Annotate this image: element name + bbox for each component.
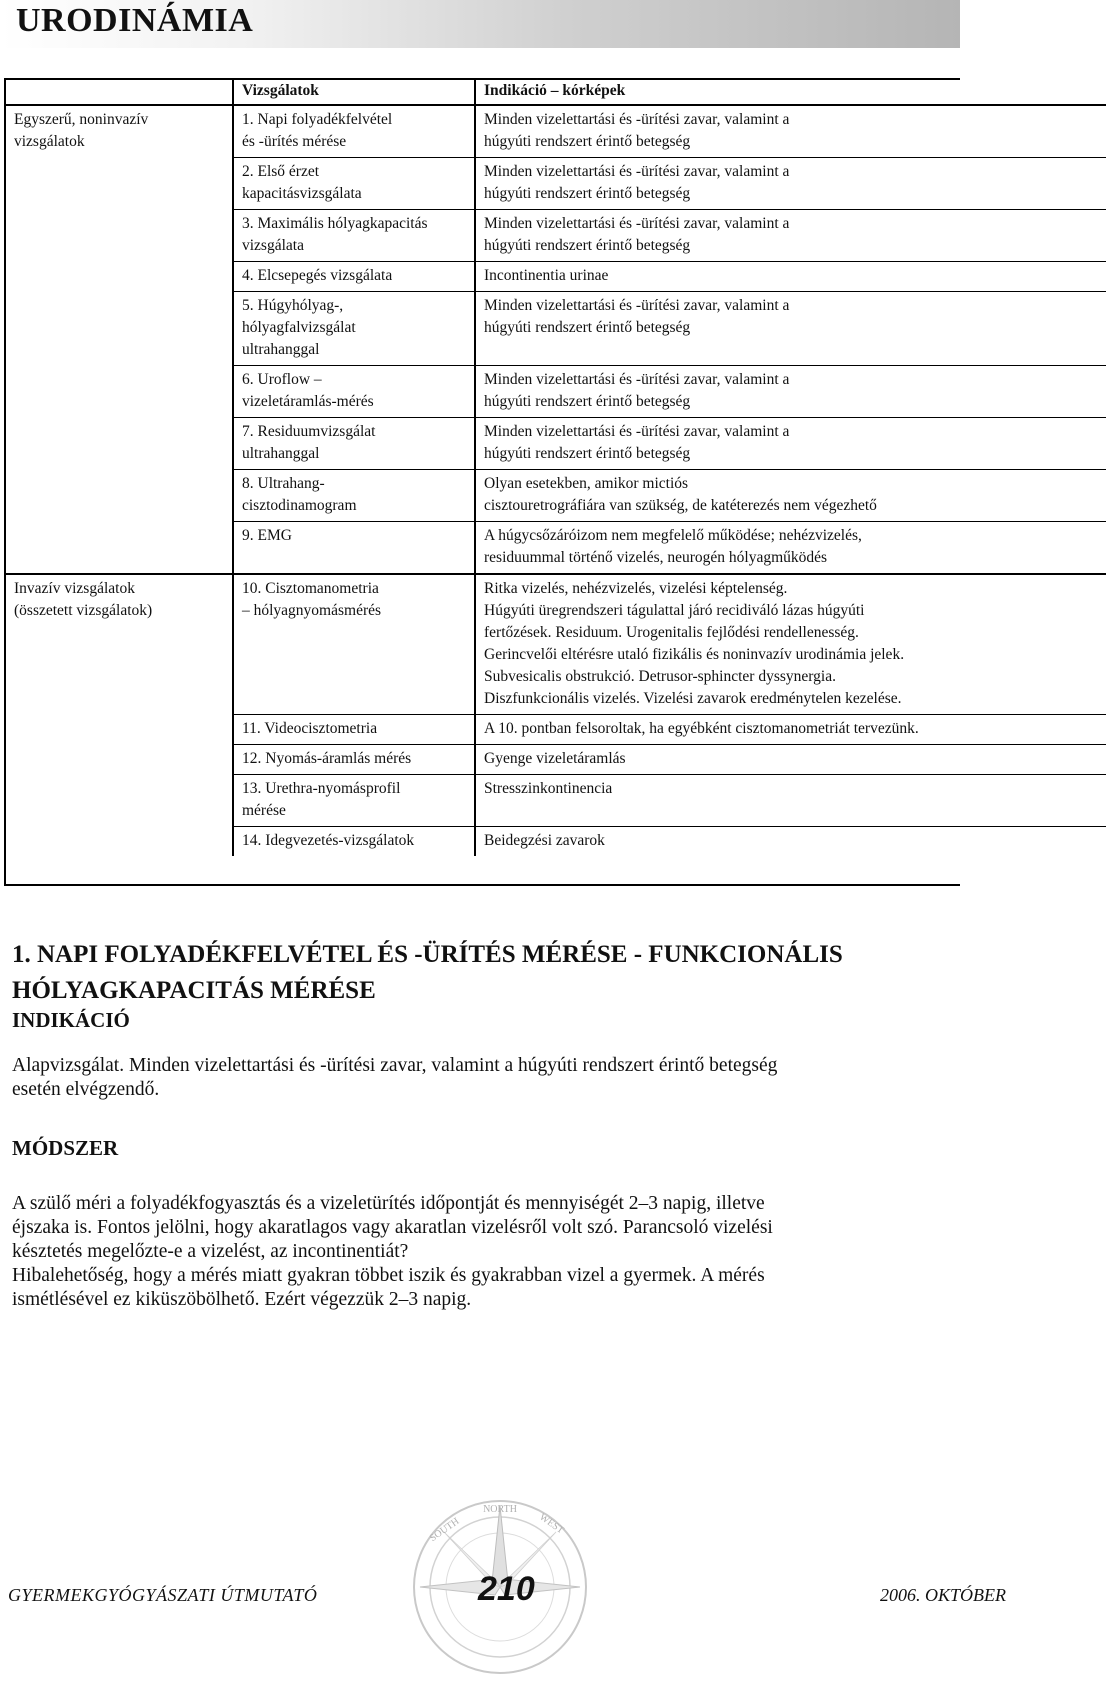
test-line: 8. Ultrahang-	[242, 475, 325, 492]
modszer-heading: MÓDSZER	[12, 1136, 119, 1160]
indication-line: A húgycsőzáróizom nem megfelelő működése; nehézvizelés,	[484, 527, 862, 544]
category-label-line: (összetett vizsgálatok)	[14, 602, 153, 619]
paragraph-line: Hibalehetőség, hogy a mérés miatt gyakran többet iszik és gyakrabban vizel a gyermek. A mérés	[12, 1265, 765, 1286]
test-cell	[233, 574, 475, 715]
table-row	[6, 105, 1106, 158]
test-line: 9. EMG	[242, 527, 292, 544]
indication-cell	[475, 262, 1106, 292]
indication-line: húgyúti rendszert érintő betegség	[484, 237, 691, 254]
indication-line: húgyúti rendszert érintő betegség	[484, 319, 691, 336]
test-line: 3. Maximális hólyagkapacitás	[242, 215, 428, 232]
test-line: 2. Első érzet	[242, 163, 320, 180]
test-line: 7. Residuumvizsgálat	[242, 423, 376, 440]
test-line: 6. Uroflow –	[242, 371, 322, 388]
test-cell	[233, 418, 475, 470]
test-line: 5. Húgyhólyag-,	[242, 297, 344, 314]
test-line: – hólyagnyomásmérés	[242, 602, 382, 619]
indication-line: Beidegzési zavarok	[484, 832, 605, 849]
page-number: 210	[478, 1570, 535, 1608]
test-line: hólyagfalvizsgálat	[242, 319, 356, 336]
test-cell	[233, 366, 475, 418]
indication-line: Stresszinkontinencia	[484, 780, 613, 797]
paragraph-line: A szülő méri a folyadékfogyasztás és a vizeletürítés időpontját és mennyiségét 2–3 napig, illetve	[12, 1193, 765, 1214]
test-line: vizsgálata	[242, 237, 304, 254]
test-line: és -ürítés mérése	[242, 133, 347, 150]
page-title: URODINÁMIA	[16, 2, 254, 39]
indication-line: húgyúti rendszert érintő betegség	[484, 393, 691, 410]
table-header-row	[6, 80, 1106, 105]
test-line: 12. Nyomás-áramlás mérés	[242, 750, 412, 767]
indikacio-heading: INDIKÁCIÓ	[12, 1008, 130, 1032]
paragraph-line: esetén elvégzendő.	[12, 1079, 160, 1100]
test-cell	[233, 105, 475, 158]
indication-line: Olyan esetekben, amikor mictiós	[484, 475, 689, 492]
test-line: 13. Urethra-nyomásprofil	[242, 780, 401, 797]
paragraph-line: Alapvizsgálat. Minden vizelettartási és -ürítési zavar, valamint a húgyúti rendszert érintő betegség	[12, 1055, 778, 1076]
compass-label: NORTH	[483, 1504, 517, 1515]
test-line: 11. Videocisztometria	[242, 720, 378, 737]
paragraph-line: éjszaka is. Fontos jelölni, hogy akaratlagos vagy akaratlan vizelésről volt szó. Parancsoló vizelési	[12, 1217, 773, 1238]
indication-line: Minden vizelettartási és -ürítési zavar, valamint a	[484, 111, 790, 128]
test-cell	[233, 745, 475, 775]
section-title-line: HÓLYAGKAPACITÁS MÉRÉSE	[12, 977, 376, 1004]
test-line: 14. Idegvezetés-vizsgálatok	[242, 832, 415, 849]
indication-cell	[475, 827, 1106, 857]
footer-date: 2006. OKTÓBER	[880, 1585, 1006, 1605]
modszer-paragraph	[12, 1192, 773, 1312]
indication-line: húgyúti rendszert érintő betegség	[484, 185, 691, 202]
urodynamics-table	[6, 80, 1106, 856]
indication-cell	[475, 418, 1106, 470]
table-body	[6, 105, 1106, 856]
test-cell	[233, 827, 475, 857]
indication-cell	[475, 105, 1106, 158]
indication-line: Minden vizelettartási és -ürítési zavar, valamint a	[484, 371, 790, 388]
indication-cell	[475, 574, 1106, 715]
urodynamics-table-wrapper	[4, 78, 960, 886]
category-label-line: Invazív vizsgálatok	[14, 580, 135, 597]
indication-line: Subvesicalis obstrukció. Detrusor-sphincter dyssynergia.	[484, 668, 836, 685]
section-title-line: 1. NAPI FOLYADÉKFELVÉTEL ÉS -ÜRÍTÉS MÉRÉSE - FUNKCIONÁLIS	[12, 941, 843, 968]
test-line: ultrahanggal	[242, 445, 320, 462]
indication-line: A 10. pontban felsoroltak, ha egyébként cisztomanometriát tervezünk.	[484, 720, 919, 737]
indication-line: residuummal történő vizelés, neurogén hólyagműködés	[484, 549, 828, 566]
indication-cell	[475, 158, 1106, 210]
test-cell	[233, 715, 475, 745]
test-line: 10. Cisztomanometria	[242, 580, 379, 597]
indication-line: Diszfunkcionális vizelés. Vizelési zavarok eredménytelen kezelése.	[484, 690, 902, 707]
header-indications: Indikáció – kórképek	[484, 82, 626, 99]
indication-cell	[475, 715, 1106, 745]
indication-cell	[475, 210, 1106, 262]
test-line: vizeletáramlás-mérés	[242, 393, 374, 410]
test-cell	[233, 470, 475, 522]
indication-line: Minden vizelettartási és -ürítési zavar, valamint a	[484, 215, 790, 232]
header-tests: Vizsgálatok	[233, 80, 475, 105]
indication-cell	[475, 745, 1106, 775]
test-line: ultrahanggal	[242, 341, 320, 358]
paragraph-line: ismétlésével ez kiküszöbölhető. Ezért végezzük 2–3 napig.	[12, 1289, 472, 1310]
test-cell	[233, 262, 475, 292]
footer-publication-title: GYERMEKGYÓGYÁSZATI ÚTMUTATÓ	[8, 1585, 318, 1605]
test-cell	[233, 210, 475, 262]
indication-line: Gerincvelői eltérésre utaló fizikális és noninvazív urodinámia jelek.	[484, 646, 905, 663]
test-cell	[233, 158, 475, 210]
test-line: 1. Napi folyadékfelvétel	[242, 111, 393, 128]
category-cell	[6, 105, 233, 574]
category-label-line: Egyszerű, noninvazív	[14, 111, 149, 128]
indication-cell	[475, 366, 1106, 418]
category-label-line: vizsgálatok	[14, 133, 85, 150]
test-line: kapacitásvizsgálata	[242, 185, 362, 202]
test-line: cisztodinamogram	[242, 497, 357, 514]
indication-line: Húgyúti üregrendszeri tágulattal járó recidiváló lázas húgyúti	[484, 602, 865, 619]
test-cell	[233, 522, 475, 575]
indication-line: Minden vizelettartási és -ürítési zavar, valamint a	[484, 423, 790, 440]
test-cell	[233, 775, 475, 827]
header-category	[6, 80, 233, 105]
indication-line: Minden vizelettartási és -ürítési zavar, valamint a	[484, 297, 790, 314]
test-cell	[233, 292, 475, 366]
indication-cell	[475, 292, 1106, 366]
indication-line: Minden vizelettartási és -ürítési zavar, valamint a	[484, 163, 790, 180]
category-cell	[6, 574, 233, 856]
section-title	[12, 937, 843, 1009]
indikacio-paragraph	[12, 1054, 777, 1102]
indication-line: húgyúti rendszert érintő betegség	[484, 133, 691, 150]
indication-line: Incontinentia urinae	[484, 267, 609, 284]
test-line: 4. Elcsepegés vizsgálata	[242, 267, 393, 284]
indication-cell	[475, 470, 1106, 522]
test-line: mérése	[242, 802, 286, 819]
indication-line: cisztouretrográfiára van szükség, de katéterezés nem végezhető	[484, 497, 877, 514]
compass-label: SOUTH	[427, 1515, 462, 1545]
indication-cell	[475, 522, 1106, 575]
paragraph-line: késztetés megelőzte-e a vizelést, az incontinentiát?	[12, 1241, 409, 1262]
indication-line: húgyúti rendszert érintő betegség	[484, 445, 691, 462]
indication-line: fertőzések. Residuum. Urogenitalis fejlődési rendellenesség.	[484, 624, 859, 641]
table-row	[6, 574, 1106, 715]
indication-line: Gyenge vizeletáramlás	[484, 750, 626, 767]
indication-line: Ritka vizelés, nehézvizelés, vizelési képtelenség.	[484, 580, 788, 597]
compass-label: WEST	[537, 1511, 566, 1537]
indication-cell	[475, 775, 1106, 827]
